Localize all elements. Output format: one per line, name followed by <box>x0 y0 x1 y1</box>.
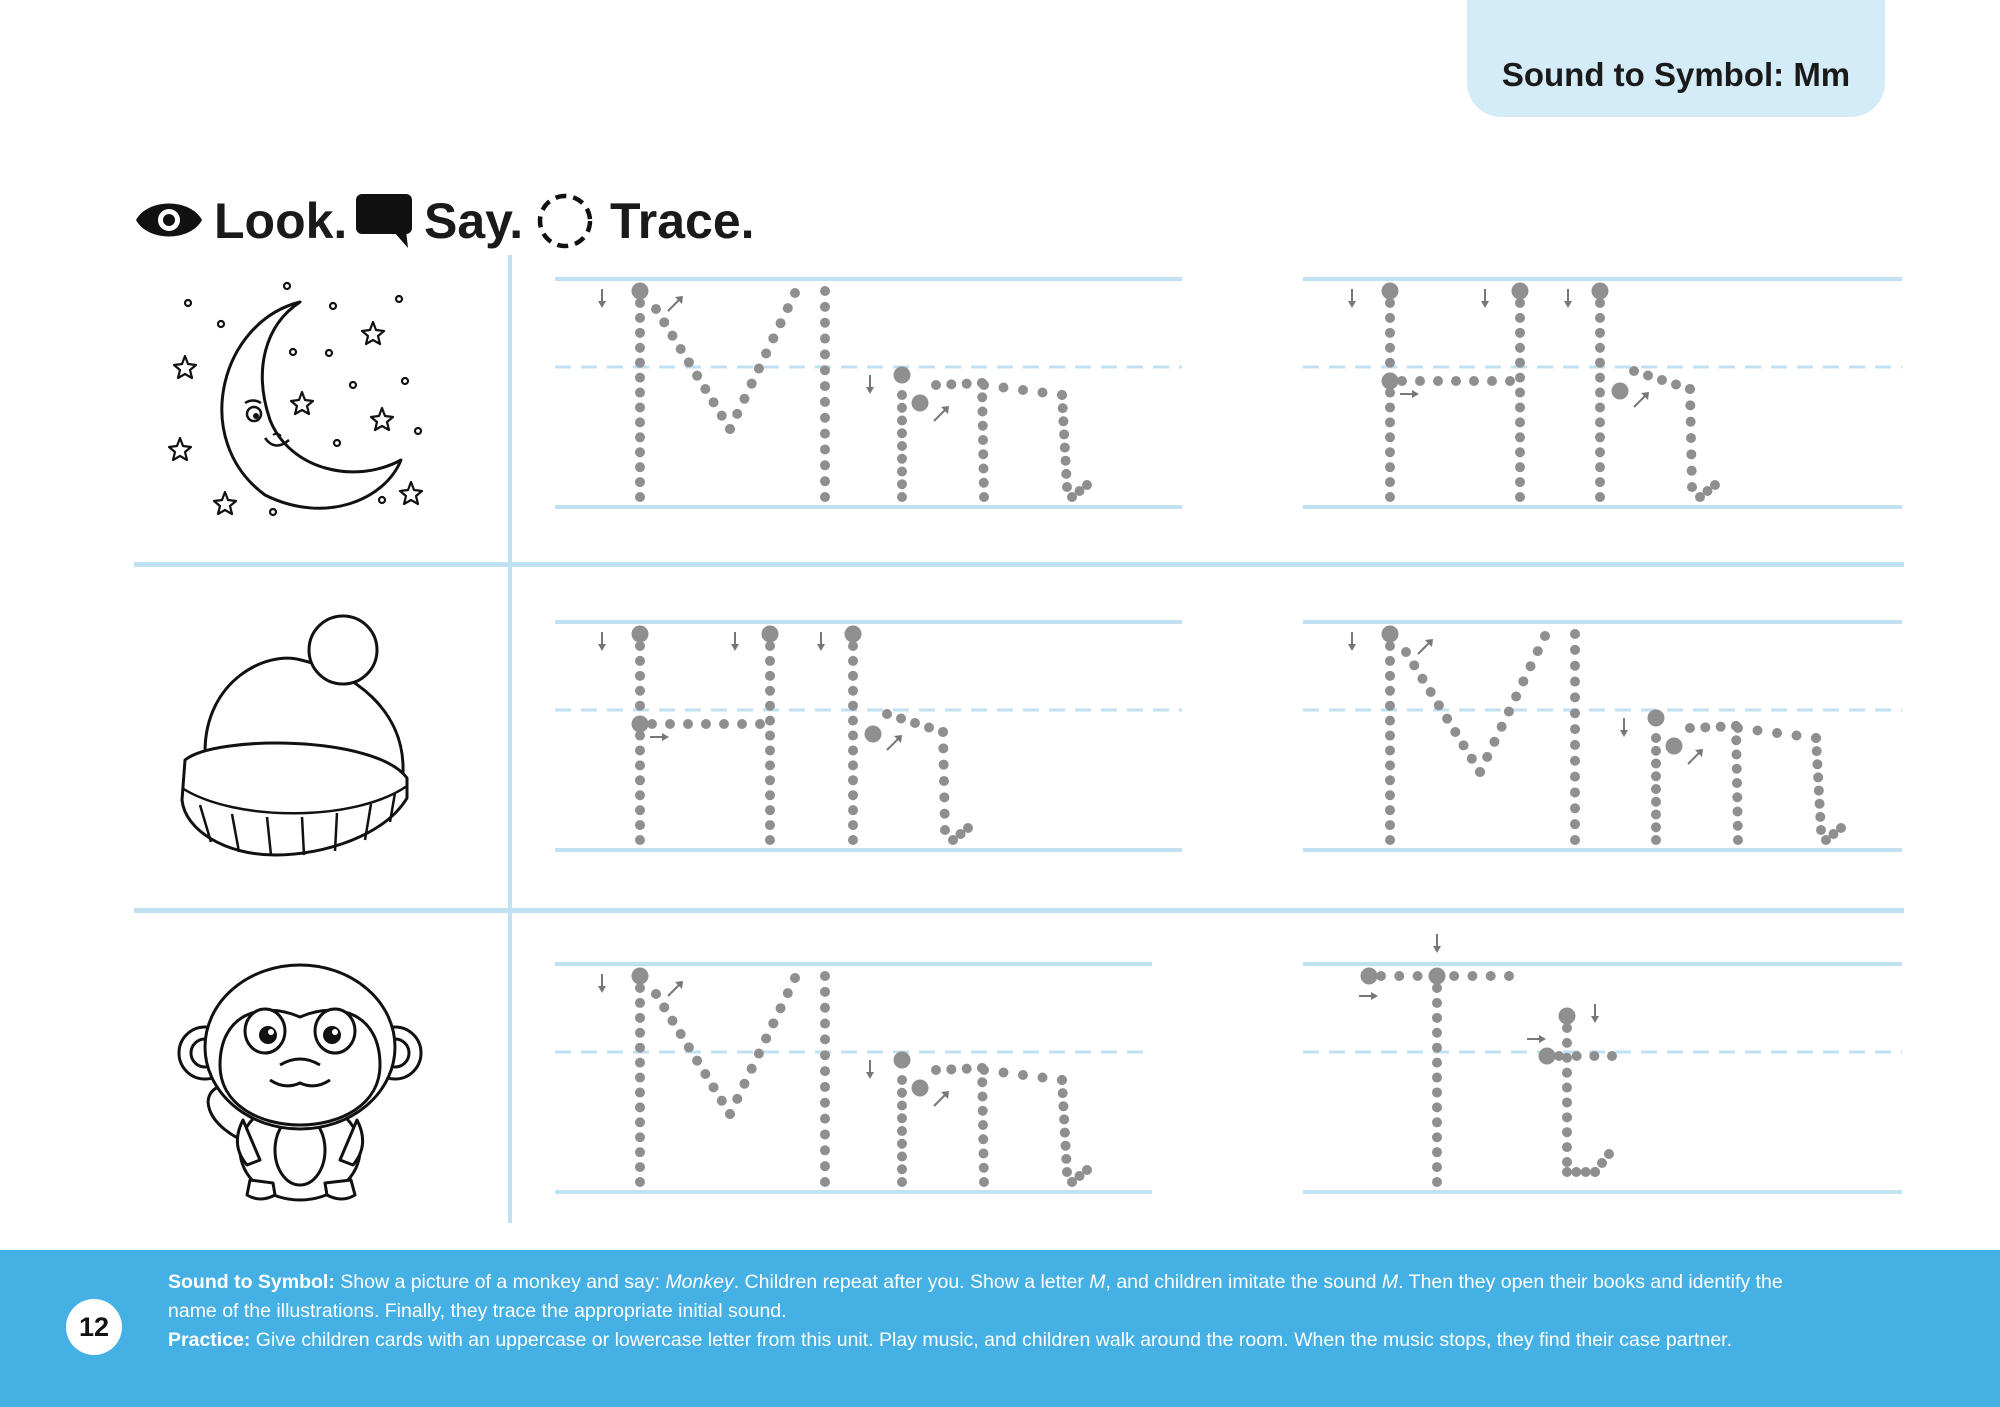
stroke-direction-arrow <box>1564 289 1572 308</box>
say-label: Say. <box>424 193 524 249</box>
sound-text: Show a picture of a monkey and say: <box>334 1271 666 1293</box>
page-number: 12 <box>66 1299 122 1355</box>
stroke-direction-arrow <box>1400 390 1419 398</box>
stroke-direction-arrow <box>887 735 902 750</box>
stroke-direction-arrow <box>598 974 606 993</box>
stroke-direction-arrow <box>668 981 683 996</box>
stroke-direction-arrow <box>1688 749 1703 764</box>
practice-text: Give children cards with an uppercase or lowercase letter from this unit. Play music, and children walk around the room. When the music stops, they find their case partner. <box>250 1329 1733 1351</box>
stroke-direction-arrow <box>1481 289 1489 308</box>
trace-label: Trace. <box>610 193 755 249</box>
stroke-direction-arrow <box>731 632 739 651</box>
stroke-direction-arrow <box>934 1091 949 1106</box>
sound-text: . Children repeat after you. Show a letter <box>733 1271 1090 1293</box>
sound-letter: M <box>1381 1271 1399 1293</box>
stroke-direction-arrow <box>1634 392 1649 407</box>
sound-text: . Then they open their books and identify the name of the illustrations. Finally, they trace the appropriate initial sound. <box>168 1271 1783 1322</box>
stroke-direction-arrow <box>1348 632 1356 651</box>
look-label: Look. <box>214 193 348 249</box>
stroke-direction-arrow <box>1433 934 1441 953</box>
stroke-direction-arrow <box>598 632 606 651</box>
stroke-direction-arrow <box>1348 289 1356 308</box>
teacher-notes-footer <box>0 1250 2000 1407</box>
stroke-direction-arrow <box>1620 718 1628 737</box>
stroke-direction-arrow <box>1359 992 1378 1000</box>
teacher-notes <box>168 1268 1828 1355</box>
stroke-direction-arrow <box>1527 1035 1546 1043</box>
stroke-direction-arrow <box>1591 1004 1599 1023</box>
sound-letter: M <box>1089 1271 1106 1293</box>
sound-to-symbol-label: Sound to Symbol: <box>168 1271 335 1293</box>
sound-word: Monkey <box>665 1271 734 1293</box>
stroke-direction-arrow <box>668 296 683 311</box>
stroke-direction-arrow <box>866 375 874 394</box>
page-tab-title: Sound to Symbol: Mm <box>1501 56 1851 93</box>
stroke-direction-arrow <box>817 632 825 651</box>
stroke-direction-arrow <box>1418 639 1433 654</box>
practice-label: Practice: <box>168 1329 251 1351</box>
stroke-direction-arrow <box>650 733 669 741</box>
stroke-direction-arrow <box>598 289 606 308</box>
stroke-direction-arrow <box>934 406 949 421</box>
sound-text: , and children imitate the sound <box>1105 1271 1382 1293</box>
stroke-direction-arrow <box>866 1060 874 1079</box>
